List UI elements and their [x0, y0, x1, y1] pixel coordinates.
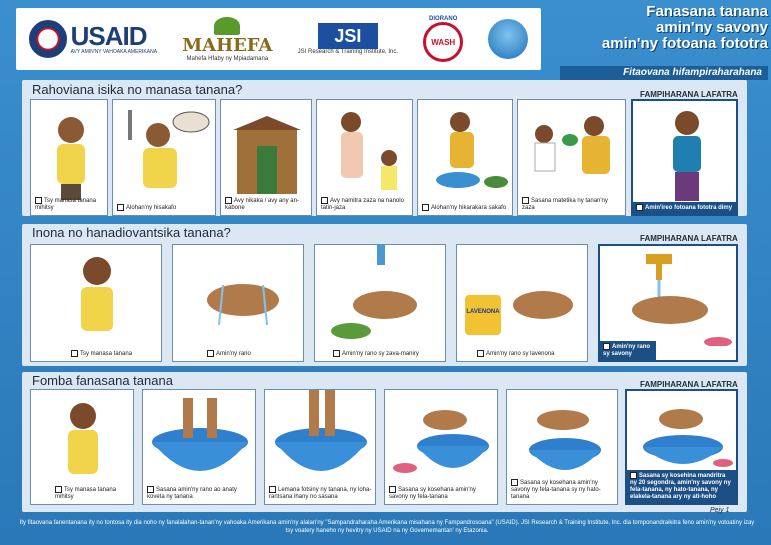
card-when-best-label: Amin'ireo fotoana fototra dimy [645, 205, 733, 211]
water-hands-icon [173, 245, 304, 345]
card-what-best [598, 244, 738, 362]
jsi-logo [298, 23, 398, 55]
card-when-1-label: Tsy manasa tanana mihitsy [35, 198, 97, 211]
card-how-5 [506, 389, 618, 505]
card-when-5 [417, 99, 513, 216]
section-when-title: Rahoviana isika no manasa tanana? [32, 82, 243, 97]
poster-title [548, 4, 768, 52]
usaid-seal-icon [29, 20, 67, 58]
children-washing-icon [518, 100, 626, 200]
card-how-2 [142, 389, 256, 505]
card-what-3 [314, 244, 446, 362]
section-what-title: Inona no hanadiovantsika tanana? [32, 225, 231, 240]
card-when-3 [220, 99, 312, 216]
title-line-1: Fanasana tanana [646, 3, 768, 20]
card-how-best-label: Sasana sy kosehina mandritra ny 20 segondra, amin'ny savony ny fela-tanana, ny hato-tanana, ny elakela-tanana ary ny ati-hoho [630, 473, 731, 500]
mother-child-icon [317, 100, 413, 200]
card-when-5-label: Alohan'ny hikarakara sakafo [431, 205, 507, 211]
section-how-best-label: FAMPIHARANA LAFATRA [640, 380, 738, 389]
man-not-washing-icon-2 [31, 390, 134, 486]
tree-icon [214, 17, 240, 35]
card-how-3 [264, 389, 376, 505]
card-how-3-label: Lemana fotsiny ny tanana, ny loha-rantsana ihany no sasana [269, 487, 372, 500]
card-when-4 [316, 99, 413, 216]
man-not-washing-icon [31, 100, 108, 200]
jsi-tagline: JSI Research & Training Institute, Inc. [297, 49, 399, 55]
card-when-1 [30, 99, 108, 216]
page-number: Pejy 1 [710, 507, 730, 514]
card-how-best [625, 389, 738, 505]
basin-full-wash-icon [627, 391, 738, 471]
card-what-2-label: Amin'ny rano [216, 351, 251, 357]
card-when-6-label: Sasana matetika ny tanan'ny zaza [522, 198, 608, 211]
card-when-4-label: Avy namitra zaza na nanolo tatin-jaza [321, 198, 404, 211]
wash-logo [423, 16, 463, 62]
title-line-2: amin'ny savony [656, 19, 768, 36]
card-when-best [631, 99, 738, 216]
poster-subtitle: Fitaovana hifampiraharahana [560, 66, 768, 80]
logo-strip [16, 8, 541, 70]
card-when-2-label: Alohan'ny hisakafo [126, 205, 177, 211]
water-ash-icon [457, 245, 588, 345]
usaid-wordmark: USAID [70, 21, 147, 51]
basin-fingertips-icon [265, 390, 376, 486]
card-what-4-label: Amin'ny rano sy lavenona [486, 351, 555, 357]
card-when-2 [112, 99, 216, 216]
usaid-logo [29, 20, 157, 58]
tap-soap-icon [600, 246, 738, 346]
wash-top-label: DIORANO [429, 16, 458, 22]
wash-badge: WASH [423, 22, 463, 62]
card-how-5-label: Sasana sy kosehana amin'ny savony ny fela-tanana sy ny hato-tanana [511, 480, 601, 500]
section-what-best-label: FAMPIHARANA LAFATRA [640, 234, 738, 243]
mahefa-logo [182, 17, 272, 62]
usaid-tagline: AVY AMIN'NY VAHOAKA AMERIKANA [70, 49, 158, 55]
mahefa-tagline: Mahefa Hfaby ny Mpiadamana [186, 55, 269, 62]
card-what-1-label: Tsy manasa tanana [80, 351, 133, 357]
card-how-4-label: Sasana sy kosehana amin'ny savony ny fela-tanana [389, 487, 476, 500]
title-line-3: amin'ny fotoana fototra [601, 35, 768, 52]
food-prep-icon [418, 100, 513, 200]
latrine-icon [221, 100, 312, 200]
section-when-best-label: FAMPIHARANA LAFATRA [640, 90, 738, 99]
basin-hands-icon [143, 390, 256, 486]
water-ministry-logo [488, 19, 528, 59]
man-dirty-hands-icon [31, 245, 162, 345]
card-what-3-label: Amin'ny rano sy zava-maniry [342, 351, 419, 357]
basin-soap-palms-icon [385, 390, 498, 486]
man-eating-icon [113, 100, 216, 200]
card-what-4 [456, 244, 588, 362]
card-what-2 [172, 244, 304, 362]
section-how-title: Fomba fanasana tanana [32, 373, 173, 388]
ash-container-label: LAVENONA [466, 309, 500, 315]
basin-soap-wrists-icon [507, 390, 618, 486]
card-when-3-label: Avy nikaka / avy any an-kabone [225, 198, 299, 211]
footer-disclaimer: Ity fitaovana fanentanana ity no tontosa ity dia noho ny fanalalahan-tanan'ny vahoaka Amerikana amin'ny alalan'ny "Sampandraharaha Amerikana misahana ny Fampandrosoana" (USAID). JSI Research & Training Institute, Inc. dia tomponandraikitra feno amin'ny votoatiny izay tsy voatery haneho ny hevitry ny USAID na ny Governemantan' ny Etazonia. [19, 520, 755, 534]
woman-clean-hands-icon [633, 101, 738, 201]
card-what-best-label: Amin'ny rano sy savony [603, 344, 651, 357]
mahefa-wordmark: MAHEFA [182, 34, 273, 56]
card-what-1 [30, 244, 162, 362]
jsi-wordmark: JSI [318, 23, 378, 49]
card-how-2-label: Sasana amin'ny rano ao anaty koveta ny tanana [147, 487, 237, 500]
card-how-1 [30, 389, 134, 505]
card-how-4 [384, 389, 498, 505]
card-when-6 [517, 99, 626, 216]
water-drop-icon [488, 19, 528, 59]
water-leaves-icon [315, 245, 446, 345]
card-how-1-label: Tsy manasa tanana mihitsy [55, 487, 117, 500]
